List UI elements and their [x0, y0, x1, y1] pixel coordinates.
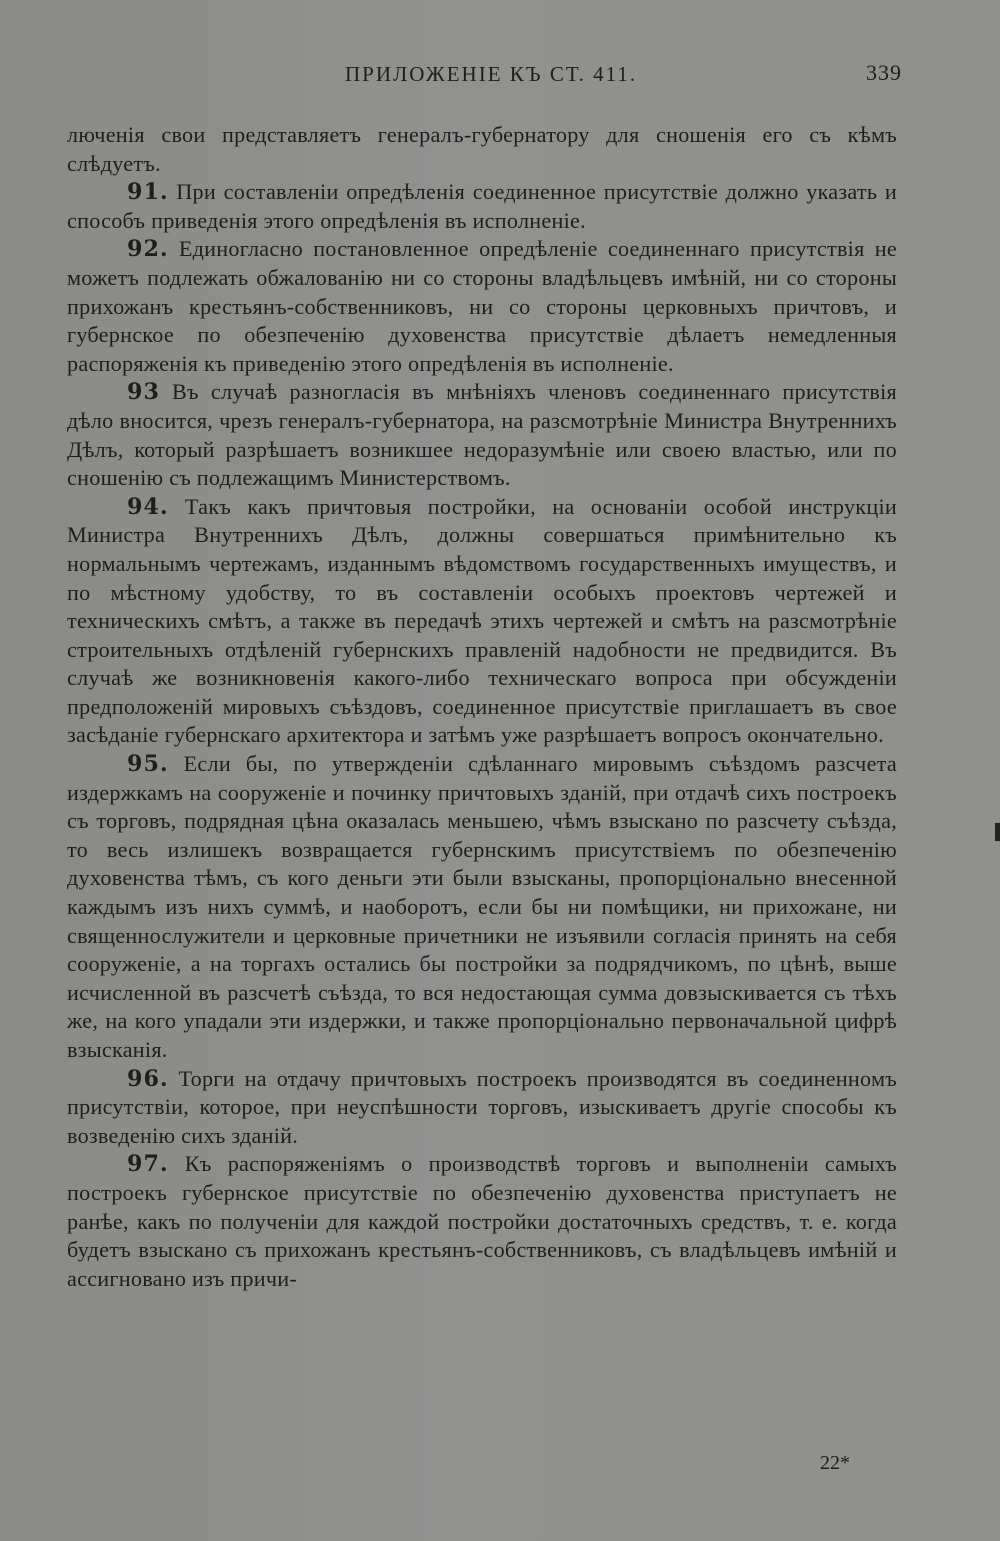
paragraph-text: Торги на отдачу причтовыхъ построекъ производятся въ соединенномъ присутствіи, которое, при неуспѣшности торговъ, изыскиваетъ другіе способы къ возведенію сихъ зданій. [67, 1065, 897, 1148]
main-text [67, 121, 897, 1293]
paragraph-text: Къ распоряженіямъ о производствѣ торговъ и выполненіи самыхъ построекъ губернское присутствіе по обезпеченію духовенства приступаетъ не ранѣе, какъ по полученіи для каждой постройки достаточныхъ средствъ, т. е. когда будетъ взыскано съ прихожанъ крестьянъ-собственниковъ, съ владѣльцевъ имѣній и ассигновано изъ причи- [67, 1151, 897, 1291]
paragraph-97 [67, 1150, 897, 1293]
paragraph-text: Въ случаѣ разногласія въ мнѣніяхъ членовъ соединеннаго присутствія дѣло вносится, чрезъ генералъ-губернатора, на разсмотрѣніе Министра Внутреннихъ Дѣлъ, который разрѣшаетъ возникшее недоразумѣніе или своею властью, или по сношенію съ подлежащимъ Министерствомъ. [67, 379, 897, 491]
article-number-94: 94. [127, 493, 169, 520]
article-number-92: 92. [127, 236, 169, 263]
page-number: 339 [866, 60, 902, 85]
signature-mark: 22* [820, 1452, 850, 1474]
paragraph-91 [67, 178, 897, 235]
article-number-96: 96. [127, 1065, 169, 1092]
page-edge-mark [995, 823, 1000, 841]
header-title: ПРИЛОЖЕНІЕ КЪ СТ. 411. [345, 62, 638, 86]
article-number-93: 93 [127, 379, 160, 406]
paragraph-92 [67, 235, 897, 378]
paragraph-text: Единогласно постановленное опредѣленіе соединеннаго присутствія не можетъ подлежать обжалованію ни со стороны владѣльцевъ имѣній, ни со стороны прихожанъ крестьянъ-собственниковъ, ни со стороны церковныхъ причтовъ, и губернское по обезпеченію духовенства присутствіе дѣлаетъ немедленныя распоряженія къ приведенію этого опредѣленія въ исполненіе. [67, 236, 897, 376]
paragraph-text: При составленіи опредѣленія соединенное присутствіе должно указать и способъ приведенія этого опредѣленія въ исполненіе. [67, 179, 897, 233]
paragraph-93 [67, 378, 897, 492]
paragraph-text: Если бы, по утвержденіи сдѣланнаго мировымъ съѣздомъ разсчета издержкамъ на сооруженіе и починку причтовыхъ зданій, при отдачѣ сихъ построекъ съ торговъ, подрядная цѣна оказалась меньшею, чѣмъ взыскано по разсчету съѣзда, то весь излишекъ возвращается губернскимъ присутствіемъ по обезпеченію духовенства тѣмъ, съ кого деньги эти были взысканы, пропорціонально внесенной каждымъ изъ нихъ суммѣ, и наоборотъ, если бы ни помѣщики, ни прихожане, ни священнослужители и церковные причетники не изъявили согласія принять на себя сооруженіе, а на торгахъ остались бы постройки за подрядчикомъ, по цѣнѣ, выше исчисленной въ разсчетѣ съѣзда, то вся недостающая сумма довзыскивается съ тѣхъ же, на кого упадали эти издержки, и также пропорціонально первоначальной цифрѣ взысканія. [67, 751, 897, 1062]
running-header [70, 58, 902, 88]
paragraph-text: Такъ какъ причтовыя постройки, на основаніи особой инструкціи Министра Внутреннихъ Дѣлъ, должны совершаться примѣнительно къ нормальнымъ чертежамъ, изданнымъ вѣдомствомъ государственныхъ имуществъ, и по мѣстному удобству, то въ составленіи особыхъ проектовъ чертежей и техническихъ смѣтъ, а также въ передачѣ этихъ чертежей и смѣтъ на разсмотрѣніе строительныхъ отдѣленій губернскихъ правленій надобности не предвидится. Въ случаѣ же возникновенія какого-либо техническаго вопроса при обсужденіи предположеній мировыхъ съѣздовъ, соединенное присутствіе приглашаетъ въ свое засѣданіе губернскаго архитектора и затѣмъ уже разрѣшаетъ вопросъ окончательно. [67, 493, 897, 748]
paragraph-text: люченія свои представляетъ генералъ-губернатору для сношенія его съ кѣмъ слѣдуетъ. [67, 122, 897, 176]
paragraph-94 [67, 493, 897, 750]
paragraph-96 [67, 1065, 897, 1151]
paragraph-95 [67, 750, 897, 1065]
article-number-97: 97. [127, 1151, 169, 1178]
article-number-95: 95. [127, 751, 169, 778]
article-number-91: 91. [127, 179, 169, 206]
paragraph-continuation [67, 121, 897, 178]
